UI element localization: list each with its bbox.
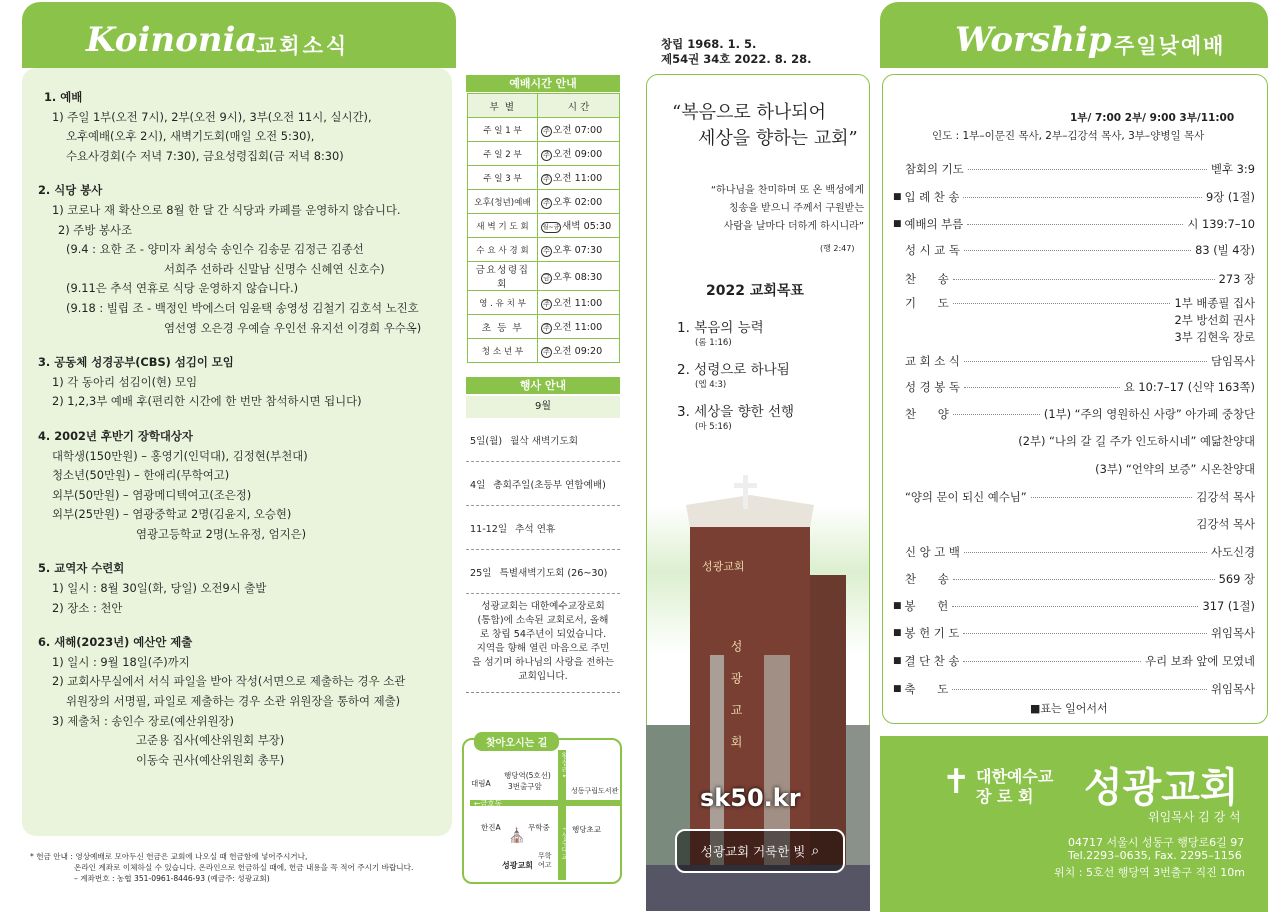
service-time (538, 291, 620, 315)
time-value: 오전 11:00 (553, 298, 603, 309)
day-badge: 주 (541, 126, 552, 137)
map-label: 3번출구앞 (508, 782, 542, 791)
table-row (468, 166, 620, 190)
col-header: 시 간 (538, 94, 620, 118)
events-month: 9월 (466, 396, 620, 418)
order-label: 성 경 봉 독 (905, 380, 960, 394)
service-name: 주 일 2 부 (468, 142, 538, 166)
goal-title: 3. 세상을 향한 선행 (677, 404, 795, 420)
time-value: 오전 07:00 (553, 125, 603, 136)
goals-list (677, 316, 857, 442)
leader-dots (952, 606, 1198, 607)
order-value: 569 장 (1218, 572, 1255, 586)
order-value: 시 139:7–10 (1187, 217, 1255, 231)
service-name: 주 일 3 부 (468, 166, 538, 190)
news-line: (9.18 : 빌립 조 - 백정인 박에스더 임윤택 송영성 김철기 김호석 노진호 (66, 300, 419, 315)
order-label: 축 도 (904, 682, 949, 696)
news-heading: 6. 새해(2023년) 예산안 제출 (38, 635, 193, 650)
day-badge: 주 (541, 198, 552, 209)
table-row (468, 190, 620, 214)
service-time (538, 315, 620, 339)
stand-note: ■표는 일어서서 (1030, 702, 1108, 715)
verse-line: 사람을 날마다 더하게 하시니라” (723, 221, 864, 232)
order-value: 벧후 3:9 (1211, 162, 1255, 176)
news-line: (9.11은 추석 연휴로 식당 운영하지 않습니다.) (66, 281, 299, 296)
verse-line: “하나님을 찬미하며 또 온 백성에게 (710, 185, 864, 196)
order-label: 봉 헌 기 도 (904, 626, 960, 640)
event-title: 월삭 새벽기도회 (510, 435, 579, 447)
order-label: 교 회 소 식 (905, 354, 960, 368)
event-date: 25일 (470, 567, 492, 579)
stand-marker: ■ (893, 601, 902, 611)
service-name: 금요성령집회 (468, 262, 538, 291)
choir-line: (2부) “나의 갈 길 주가 인도하시네” 예닮찬양대 (1018, 434, 1255, 448)
leader-dots (963, 661, 1141, 662)
order-label: 찬 송 (905, 572, 949, 586)
col-header: 부 별 (468, 94, 538, 118)
news-line: 염선영 오은경 우예슬 우인선 유지선 이경희 우수옥) (164, 320, 422, 335)
time-value: 새벽 05:30 (562, 221, 612, 232)
order-value: 요 10:7–17 (신약 163쪽) (1123, 380, 1255, 394)
news-line: 2) 주방 봉사조 (58, 222, 132, 237)
footer-location: 위치 : 5호선 행당역 3번출구 직진 10m (1054, 866, 1245, 879)
events-title: 행사 안내 (466, 377, 620, 394)
event-date: 11-12일 (470, 523, 508, 535)
intro-line: 지역을 향해 열린 마음으로 주민 (476, 643, 610, 654)
news-heading: 4. 2002년 후반기 장학대상자 (38, 428, 193, 443)
order-value: 317 (1절) (1202, 599, 1255, 613)
verse-line: 칭송을 받으니 주께서 구원받는 (728, 203, 864, 214)
footer-church-name: 성광교회 (1084, 765, 1239, 811)
time-value: 오후 08:30 (553, 271, 603, 283)
preacher: 김강석 목사 (1196, 517, 1255, 531)
news-line: 3) 제출처 : 송인수 장로(예산위원장) (52, 713, 234, 728)
prayer-leader: 3부 김현욱 장로 (1174, 330, 1255, 344)
leader-dots (953, 279, 1215, 280)
footer-address: 04717 서울시 성동구 행당로6길 97 (1068, 836, 1245, 849)
order-value: 83 (빌 4장) (1195, 243, 1255, 257)
time-value: 오후 07:30 (553, 245, 603, 256)
worship-leaders: 인도 : 1부–이문진 목사, 2부–김강석 목사, 3부–양병일 목사 (932, 130, 1205, 142)
day-badge: 수 (541, 246, 552, 257)
service-name: 주 일 1 부 (468, 118, 538, 142)
order-label: 결 단 찬 송 (904, 654, 960, 668)
table-row (468, 214, 620, 238)
order-value: 위임목사 (1210, 682, 1255, 696)
event-item (466, 506, 620, 550)
table-row (468, 315, 620, 339)
stand-marker: ■ (893, 628, 902, 638)
map-label: 무학여고 (538, 852, 552, 869)
order-value: 9장 (1절) (1205, 190, 1255, 204)
map-label: 성동구립도서관 (571, 787, 619, 795)
founded-date: 창립 1968. 1. 5. (661, 37, 757, 51)
order-row (905, 160, 1255, 178)
news-line: 수요사경회(수 저녁 7:30), 금요성령집회(금 저녁 8:30) (66, 148, 344, 163)
table-row (468, 118, 620, 142)
worship-title: Worship (955, 20, 1112, 60)
service-name: 새 벽 기 도 회 (468, 214, 538, 238)
worship-subtitle: 주일낮예배 (1114, 34, 1226, 58)
service-times-table (467, 93, 620, 363)
news-line: 대학생(150만원) – 홍영기(인덕대), 김정현(부천대) (52, 448, 308, 463)
event-date: 4일 (470, 479, 486, 491)
time-value: 오전 09:20 (553, 346, 603, 357)
order-row (905, 270, 1255, 288)
search-button-label: 성광교회 거룩한 빛 (700, 844, 806, 859)
event-title: 특별새벽기도회 (26~30) (499, 567, 608, 579)
news-line: 1) 각 동아리 섬김이(현) 모임 (52, 374, 198, 389)
intro-line: 을 섬기며 하나님의 사랑을 전하는 (472, 657, 614, 668)
order-label: 신 앙 고 백 (905, 545, 960, 559)
table-header (468, 94, 620, 118)
leader-dots (953, 414, 1040, 415)
stand-marker: ■ (893, 192, 902, 202)
order-row (905, 570, 1255, 588)
order-label: 찬 송 (905, 272, 949, 286)
day-badge: 주 (541, 299, 552, 310)
issue-number: 제54권 34호 2022. 8. 28. (661, 52, 812, 66)
event-title: 추석 연휴 (515, 523, 556, 535)
order-label: 기 도 (905, 296, 949, 310)
order-row (893, 624, 1255, 642)
leader-dots (964, 250, 1191, 251)
service-name: 오후(청년)예배 (468, 190, 538, 214)
section-gap (38, 544, 448, 559)
leader-dots (952, 689, 1207, 690)
day-badge: 월~금 (542, 224, 560, 231)
order-value: 1부 배종필 집사 (1174, 296, 1255, 310)
news-line: 1) 일시 : 9월 18일(주)까지 (52, 654, 190, 669)
news-heading: 1. 예배 (44, 90, 83, 104)
leader-dots (967, 224, 1183, 225)
section-gap (38, 618, 448, 633)
map-label: ↑성수대교 (561, 826, 569, 860)
church-sign-vertical: 성 광 교 회 (729, 640, 743, 756)
directions-title: 찾아오시는 길 (474, 732, 559, 751)
order-label: “양의 문이 되신 예수님” (905, 490, 1027, 504)
news-heading: 2. 식당 봉사 (38, 183, 103, 198)
offering-note (30, 851, 460, 884)
event-item (466, 550, 620, 594)
event-item (466, 418, 620, 462)
section-gap (38, 166, 448, 181)
news-line: 청소년(50만원) – 한애리(무학여고) (52, 468, 230, 483)
order-label: 성 시 교 독 (905, 243, 960, 257)
map-label: 한진A (481, 823, 501, 832)
order-value: 담임목사 (1210, 354, 1255, 368)
news-line: 외부(25만원) – 염광중학교 2명(김윤지, 오승현) (52, 507, 292, 522)
service-time (538, 118, 620, 142)
news-heading: 3. 공동체 성경공부(CBS) 섬김이 모임 (38, 355, 234, 370)
map-label: 행당초교 (572, 825, 601, 834)
news-line: 이동숙 권사(예산위원회 총무) (136, 752, 285, 767)
order-value: (1부) “주의 영원하신 사랑” 아가페 중창단 (1043, 407, 1255, 421)
news-line: 1) 주일 1부(오전 7시), 2부(오전 9시), 3부(오전 11시, 실시간), (52, 109, 372, 124)
intro-line: 로 창립 54주년이 되었습니다. (479, 629, 607, 640)
event-date: 5일(월) (470, 435, 503, 447)
service-times-title: 예배시간 안내 (466, 75, 620, 92)
order-value: 위임목사 (1210, 626, 1255, 640)
offering-line: – 계좌번호 : 농협 351-0961-8446-93 (예금주: 성광교회) (74, 874, 270, 883)
service-name: 수 요 사 경 회 (468, 238, 538, 262)
service-time (538, 262, 620, 291)
footer-phone: Tel.2293–0635, Fax. 2295–1156 (1068, 849, 1242, 862)
leader-dots (963, 633, 1207, 634)
section-gap (38, 338, 448, 353)
service-name: 영 . 유 치 부 (468, 291, 538, 315)
day-badge: 금 (541, 273, 552, 284)
order-label: 찬 양 (905, 407, 949, 421)
time-value: 오후 02:00 (553, 197, 603, 208)
service-time (538, 214, 620, 238)
goal-title: 2. 성령으로 하나됨 (677, 362, 790, 378)
motto-line-2: 세상을 향하는 교회” (698, 128, 858, 149)
order-row (905, 241, 1255, 259)
church-sign-top: 성광교회 (702, 560, 745, 573)
stand-marker: ■ (893, 219, 902, 229)
order-value: 273 장 (1218, 272, 1255, 286)
news-line: 2) 1,2,3부 예배 후(편리한 시간에 한 번만 참석하시면 됩니다) (52, 394, 362, 409)
news-line: 2) 장소 : 천안 (52, 600, 123, 615)
order-row (893, 215, 1255, 233)
event-item (466, 462, 620, 506)
koinonia-title: Koinonia (86, 20, 258, 60)
offering-line: 온라인 계좌로 이체하실 수 있습니다. 온라인으로 헌금하실 때에, 헌금 내용을 꼭 적어 주시기 바랍니다. (74, 863, 414, 872)
map-label: ←금호동 (474, 799, 503, 808)
service-name: 청 소 년 부 (468, 339, 538, 363)
leader-dots (963, 197, 1202, 198)
intro-line: (통합)에 소속된 교회로서, 올해 (477, 615, 609, 626)
footer-pastor: 위임목사 김 강 석 (1148, 810, 1241, 824)
map-label: 무학중 (528, 823, 550, 832)
intro-line: 성광교회는 대한예수교장로회 (481, 601, 605, 612)
service-time (538, 142, 620, 166)
service-name: 초 등 부 (468, 315, 538, 339)
order-row (893, 188, 1255, 206)
leader-dots (964, 361, 1207, 362)
news-line: 염광고등학교 2명(노유정, 엄지은) (136, 526, 307, 541)
table-row (468, 142, 620, 166)
leader-dots (953, 579, 1215, 580)
news-line: 1) 코로나 재 확산으로 8월 한 달 간 식당과 카페를 운영하지 않습니다. (52, 202, 401, 217)
goal-title: 1. 복음의 능력 (677, 320, 764, 336)
koinonia-subtitle: 교회소식 (256, 34, 350, 58)
day-badge: 주 (541, 347, 552, 358)
denomination-line-1: 대한예수교 (976, 767, 1054, 786)
stand-marker: ■ (893, 656, 902, 666)
events-list (466, 418, 620, 594)
service-time (538, 190, 620, 214)
order-value: 우리 보좌 앞에 모였네 (1145, 654, 1255, 668)
news-line: 고준용 집사(예산위원회 부장) (136, 733, 285, 748)
news-line: 위원장의 서명필, 파일로 제출하는 경우 소관 위원장을 통하여 제출) (66, 694, 401, 709)
news-line: 서희주 선하라 신말남 신명수 신혜연 신호수) (164, 261, 385, 276)
map-label: 대림A (471, 779, 491, 788)
order-row (893, 597, 1255, 615)
order-row (905, 488, 1255, 506)
table-row (468, 291, 620, 315)
order-row (905, 405, 1255, 423)
offering-line: * 헌금 안내 : 영상예배로 모아두신 헌금은 교회에 나오실 때 헌금함에 넣어주시거나, (30, 852, 308, 861)
stand-marker: ■ (893, 684, 902, 694)
order-label: 예배의 부름 (904, 217, 964, 231)
goals-title: 2022 교회목표 (706, 283, 804, 299)
leader-dots (968, 169, 1207, 170)
intro-line: 교회입니다. (518, 671, 568, 682)
day-badge: 주 (541, 150, 552, 161)
news-heading: 5. 교역자 수련회 (38, 561, 125, 576)
news-line: 오후예배(오후 2시), 새벽기도회(매일 오전 5:30), (66, 129, 315, 144)
news-line: (9.4 : 요한 조 - 양미자 최성숙 송인수 김송문 김정근 김종선 (66, 242, 364, 257)
denomination-logo-icon: ✝ (942, 762, 971, 802)
order-row (893, 652, 1255, 670)
news-line: 외부(50만원) – 염광메디텍여고(조은정) (52, 487, 252, 502)
map-label: 행당역(5호선) (504, 771, 551, 780)
order-row (905, 378, 1255, 396)
table-row (468, 238, 620, 262)
motto-line-1: “복음으로 하나되어 (672, 102, 827, 123)
order-row (893, 680, 1255, 698)
leader-dots (964, 552, 1207, 553)
day-badge: 주 (541, 174, 552, 185)
prayer-leader: 2부 방선희 권사 (1174, 313, 1255, 327)
service-time (538, 339, 620, 363)
map-label: 왕십리↓ (561, 752, 569, 779)
leader-dots (953, 303, 1171, 304)
church-intro (466, 600, 620, 693)
time-value: 오전 09:00 (553, 149, 603, 160)
section-gap (38, 412, 448, 427)
goal-ref: (롬 1:16) (695, 338, 732, 348)
website-url: sk50.kr (700, 784, 801, 812)
map-label: 성광교회 (502, 861, 533, 870)
order-row (905, 294, 1255, 312)
time-value: 오전 11:00 (553, 173, 603, 184)
goal-ref: (엡 4:3) (695, 380, 727, 390)
search-button[interactable] (675, 829, 845, 873)
order-row (905, 543, 1255, 561)
scripture-verse (660, 182, 864, 236)
news-line: 2) 교회사무실에서 서식 파일을 받아 작성(서면으로 제출하는 경우 소관 (52, 674, 406, 689)
church-news-list (38, 88, 448, 770)
order-label: 봉 헌 (904, 599, 949, 613)
leader-dots (964, 387, 1120, 388)
leader-dots (1031, 497, 1193, 498)
order-label: 참회의 기도 (905, 162, 964, 176)
order-row (905, 352, 1255, 370)
worship-times: 1부/ 7:00 2부/ 9:00 3부/11:00 (1070, 112, 1235, 124)
order-label: 입 례 찬 송 (904, 190, 960, 204)
goal-ref: (마 5:16) (695, 422, 732, 432)
verse-ref: (행 2:47) (820, 244, 855, 253)
denomination-line-2: 장 로 회 (976, 787, 1034, 806)
time-value: 오전 11:00 (553, 322, 603, 333)
table-row (468, 339, 620, 363)
church-map-icon: ⛪ (508, 828, 526, 844)
choir-line: (3부) “언약의 보증” 시온찬양대 (1095, 462, 1255, 476)
service-time (538, 238, 620, 262)
service-time (538, 166, 620, 190)
day-badge: 주 (541, 323, 552, 334)
search-icon: ⌕ (811, 843, 820, 859)
news-line: 1) 일시 : 8월 30일(화, 당일) 오전9시 출발 (52, 581, 267, 596)
table-row (468, 262, 620, 291)
event-title: 총회주일(초등부 연합예배) (493, 479, 606, 491)
order-value: 김강석 목사 (1196, 490, 1255, 504)
order-value: 사도신경 (1210, 545, 1255, 559)
